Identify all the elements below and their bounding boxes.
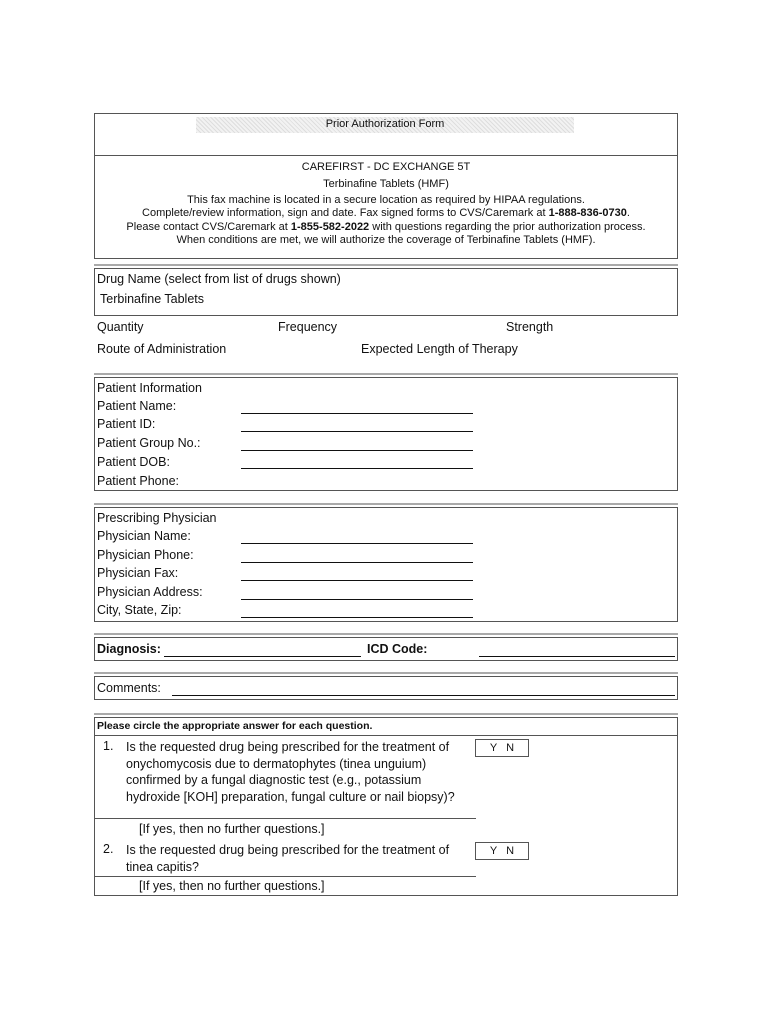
city-state-zip-label: City, State, Zip: (97, 603, 182, 617)
physician-fax-field[interactable] (241, 580, 473, 581)
drug-name-value[interactable]: Terbinafine Tablets (100, 292, 205, 306)
frequency-label: Frequency (278, 320, 338, 334)
contact-instruction (94, 221, 678, 233)
question-1-note: [If yes, then no further questions.] (139, 822, 325, 836)
section-divider-patient (94, 373, 678, 375)
city-state-zip-field[interactable] (241, 617, 473, 618)
question-1-yes-no[interactable]: Y N (475, 739, 529, 757)
patient-group-label: Patient Group No.: (97, 436, 201, 450)
patient-name-label: Patient Name: (97, 399, 177, 413)
physician-phone-field[interactable] (241, 562, 473, 563)
physician-name-field[interactable] (241, 543, 473, 544)
section-divider-physician (94, 503, 678, 505)
icd-code-field[interactable] (479, 656, 675, 657)
physician-fax-label: Physician Fax: (97, 566, 179, 580)
questions-instruction: Please circle the appropriate answer for each question. (97, 720, 373, 732)
hipaa-notice: This fax machine is located in a secure location as required by HIPAA regulations. (187, 194, 585, 206)
strength-label: Strength (506, 320, 554, 334)
physician-address-field[interactable] (241, 599, 473, 600)
section-divider-questions (94, 713, 678, 715)
question-1-number: 1. (103, 739, 114, 753)
patient-heading: Patient Information (97, 381, 202, 395)
quantity-label: Quantity (97, 320, 144, 334)
contact-instruction-end: with questions regarding the prior authorization process. (369, 221, 646, 233)
route-label: Route of Administration (97, 342, 227, 356)
patient-id-label: Patient ID: (97, 417, 156, 431)
drug-name-label: Drug Name (select from list of drugs shown) (97, 272, 341, 286)
question-2-number: 2. (103, 842, 114, 856)
patient-phone-label: Patient Phone: (97, 474, 180, 488)
comments-label: Comments: (97, 681, 161, 695)
fax-number: 1-888-836-0730 (548, 207, 627, 219)
coverage-statement: When conditions are met, we will authorize the coverage of Terbinafine Tablets (HMF). (176, 234, 596, 246)
physician-address-label: Physician Address: (97, 585, 203, 599)
patient-name-field[interactable] (241, 413, 473, 414)
section-divider-comments (94, 672, 678, 674)
section-divider-diagnosis (94, 633, 678, 635)
contact-phone: 1-855-582-2022 (290, 221, 370, 233)
drug-subtitle: Terbinafine Tablets (HMF) (323, 178, 449, 190)
therapy-length-label: Expected Length of Therapy (361, 342, 518, 356)
fax-instruction (94, 207, 678, 219)
patient-dob-field[interactable] (241, 468, 473, 469)
patient-dob-label: Patient DOB: (97, 455, 170, 469)
section-divider-drug (94, 264, 678, 266)
patient-id-field[interactable] (241, 431, 473, 432)
comments-field[interactable] (172, 695, 675, 696)
question-1-text: Is the requested drug being prescribed for the treatment of onychomycosis due to dermatophytes (tinea unguium) confirmed by a fungal diagnostic test (e.g., potassium hydroxide [KOH] preparation, fungal culture or nail biopsy)? (126, 740, 455, 804)
question-1-divider (94, 818, 476, 819)
question-2-note: [If yes, then no further questions.] (139, 879, 325, 893)
instruction-divider (94, 735, 678, 736)
question-2-yes-no[interactable]: Y N (475, 842, 529, 860)
fax-instruction-text: Complete/review information, sign and date. Fax signed forms to CVS/Caremark at (142, 207, 549, 219)
patient-group-field[interactable] (241, 450, 473, 451)
physician-heading: Prescribing Physician (97, 511, 217, 525)
diagnosis-field[interactable] (164, 656, 361, 657)
form-title: Prior Authorization Form (325, 118, 445, 130)
physician-phone-label: Physician Phone: (97, 548, 194, 562)
diagnosis-label: Diagnosis: (97, 642, 161, 656)
header-divider (94, 155, 678, 156)
physician-name-label: Physician Name: (97, 529, 191, 543)
question-2-divider (94, 876, 476, 877)
icd-code-label: ICD Code: (367, 642, 428, 656)
plan-name: CAREFIRST - DC EXCHANGE 5T (301, 161, 471, 173)
fax-instruction-end: . (626, 207, 630, 219)
question-2-text: Is the requested drug being prescribed for the treatment of tinea capitis? (126, 843, 450, 874)
contact-instruction-text: Please contact CVS/Caremark at (126, 221, 291, 233)
comments-box (94, 676, 678, 700)
